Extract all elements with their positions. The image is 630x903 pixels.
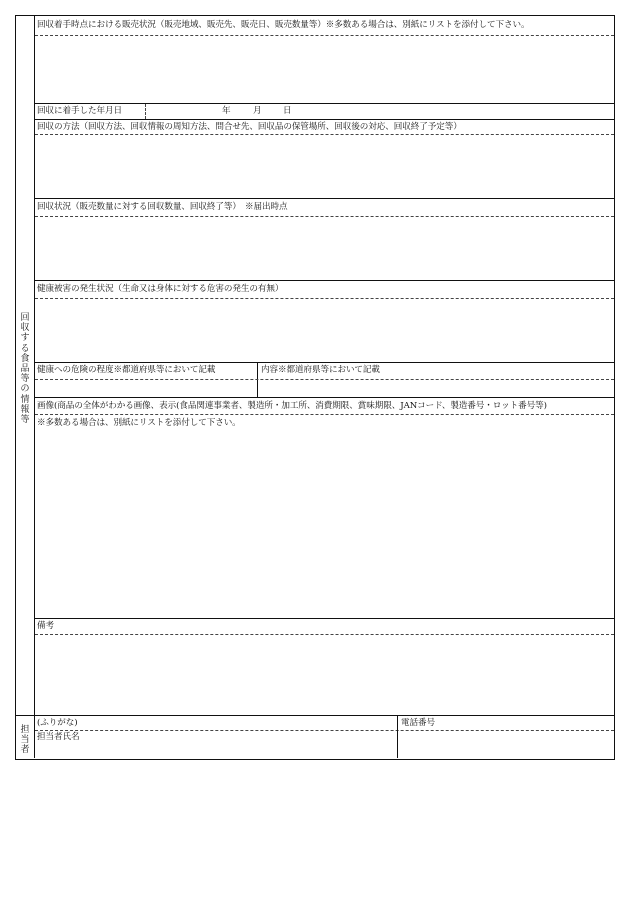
sales-status-label: 回収着手時点における販売状況（販売地域、販売先、販売日、販売数量等）※多数ある場合は、別紙にリストを添付して下さい。 <box>37 20 530 30</box>
vertical-char: の <box>20 384 30 395</box>
furigana-label: (ふりがな) <box>37 718 78 728</box>
vertical-char: 食 <box>20 353 30 364</box>
vertical-char: る <box>20 343 30 354</box>
sales-status-dash <box>35 35 614 36</box>
date-year-label: 年 <box>222 106 231 116</box>
vertical-char: 報 <box>20 404 30 415</box>
food-info-section-label <box>19 313 31 425</box>
contact-section-text <box>19 725 31 756</box>
images-note-label: ※多数ある場合は、別紙にリストを添付して下さい。 <box>37 418 241 428</box>
vertical-char: 情 <box>20 394 30 405</box>
health-damage-bottom <box>35 362 614 363</box>
health-risk-level-label: 健康への危険の程度※都道府県等において記載 <box>37 365 216 375</box>
vertical-char: 回 <box>20 313 30 323</box>
health-risk-divider <box>257 363 258 397</box>
recall-method-label: 回収の方法（回収方法、回収情報の周知方法、問合せ先、回収品の保管場所、回収後の対応、回収終了予定等） <box>37 122 462 132</box>
contact-section-label <box>19 725 31 756</box>
recall-status-bottom <box>35 280 614 281</box>
recall-status-dash <box>35 216 614 217</box>
left-column-divider <box>34 16 35 758</box>
recall-start-date-divider <box>145 104 146 119</box>
health-damage-label: 健康被害の発生状況（生命又は身体に対する危害の発生の有無） <box>37 284 284 294</box>
images-label: 画像(商品の全体がわかる画像、表示(食品関連事業者、製造所・加工所、消費期限、賞味期限、JANコード、製造番号・ロット番号等) <box>37 401 547 411</box>
phone-divider <box>397 716 398 758</box>
vertical-char: 収 <box>20 323 30 334</box>
vertical-char: 等 <box>20 374 30 385</box>
phone-label: 電話番号 <box>401 718 435 728</box>
recall-method-bottom <box>35 198 614 199</box>
health-risk-bottom <box>35 397 614 398</box>
contact-dash <box>35 730 614 731</box>
sales-status-bottom <box>35 103 614 104</box>
vertical-char: 者 <box>20 745 30 756</box>
vertical-char: 担 <box>20 725 30 735</box>
content-note-label: 内容※都道府県等において記載 <box>261 365 380 375</box>
date-month-label: 月 <box>253 106 262 116</box>
recall-status-label: 回収状況（販売数量に対する回収数量、回収終了等） ※届出時点 <box>37 202 288 212</box>
images-dash <box>35 414 614 415</box>
remarks-label: 備考 <box>37 621 54 631</box>
recall-form <box>15 15 615 760</box>
health-risk-dash <box>35 379 614 380</box>
recall-start-date-bottom <box>35 119 614 120</box>
contact-section-top <box>16 715 614 716</box>
images-bottom <box>35 618 614 619</box>
vertical-char: 当 <box>20 735 30 746</box>
contact-name-label: 担当者氏名 <box>37 732 80 742</box>
remarks-dash <box>35 634 614 635</box>
health-damage-dash <box>35 298 614 299</box>
vertical-char: 等 <box>20 415 30 426</box>
vertical-char: 品 <box>20 364 30 375</box>
food-info-section-text <box>19 313 31 425</box>
date-day-label: 日 <box>283 106 292 116</box>
recall-start-date-label: 回収に着手した年月日 <box>37 106 122 116</box>
recall-method-dash <box>35 134 614 135</box>
vertical-char: す <box>20 333 30 344</box>
